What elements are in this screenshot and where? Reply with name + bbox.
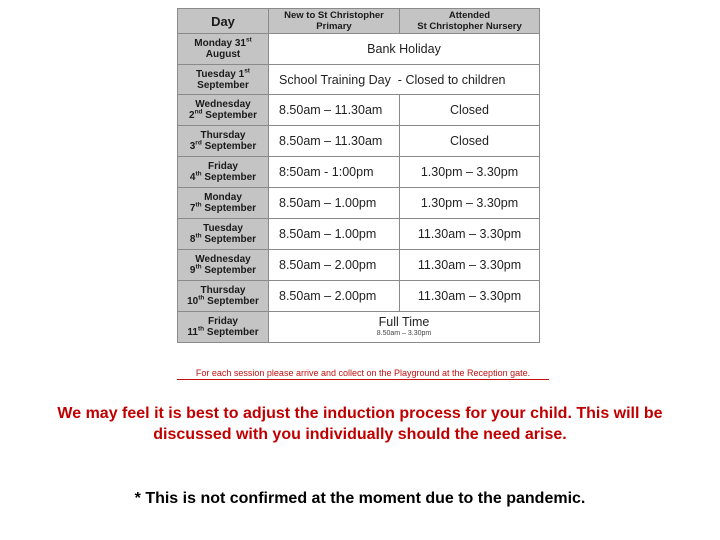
pandemic-footnote: * This is not confirmed at the moment due to the pandemic.: [134, 490, 586, 507]
primary-time-cell: 8.50am – 1.00pm: [269, 188, 400, 219]
induction-notice: We may feel it is best to adjust the induction process for your child. This will be discussed with you individually should the need arise.: [57, 405, 663, 443]
day-month: September: [206, 327, 259, 338]
day-num: 3: [189, 141, 196, 152]
day-month: September: [197, 79, 249, 91]
nursery-time-cell: 11.30am – 3.30pm: [400, 250, 540, 281]
day-month: September: [205, 110, 257, 121]
day-cell: [178, 34, 269, 65]
day-month: September: [204, 234, 257, 245]
day-suffix-sup: st: [245, 36, 252, 44]
day-suffix-sup: rd: [195, 139, 202, 147]
day-suffix-sup: th: [195, 170, 202, 178]
day-name: Tuesday 1: [196, 68, 245, 80]
table-row: [178, 281, 540, 312]
full-time-hours: 8.50am – 3.30pm: [376, 330, 432, 337]
day-suffix-sup: th: [198, 294, 205, 302]
primary-time-cell: 8.50am – 2.00pm: [269, 250, 400, 281]
day-num: 8: [189, 234, 196, 245]
day-name: Thursday: [200, 285, 246, 296]
nursery-time-cell: 11.30am – 3.30pm: [400, 281, 540, 312]
day-month: August: [205, 49, 241, 60]
day-cell: [178, 219, 269, 250]
day-name: Friday: [207, 161, 238, 172]
nursery-time-cell: 11.30am – 3.30pm: [400, 219, 540, 250]
primary-time-cell: 8.50am – 11.30am: [269, 95, 400, 126]
table-row: [178, 126, 540, 157]
primary-time-cell: 8.50am – 11.30am: [269, 126, 400, 157]
table-row: [178, 34, 540, 65]
day-name: Friday: [207, 316, 238, 327]
primary-time-cell: 8.50am – 2.00pm: [269, 281, 400, 312]
day-suffix-sup: th: [197, 325, 205, 333]
day-month: September: [207, 296, 259, 307]
day-num: 7: [189, 203, 196, 214]
day-name: Wednesday: [195, 254, 251, 265]
day-name: Thursday: [200, 130, 246, 141]
day-month: September: [204, 265, 257, 276]
table-row: [178, 95, 540, 126]
day-suffix-sup: th: [195, 232, 202, 240]
day-name: Monday: [204, 192, 242, 203]
reception-gate-note: For each session please arrive and collect on the Playground at the Reception gate.: [177, 368, 549, 380]
day-cell: [178, 250, 269, 281]
nursery-time-cell: Closed: [400, 126, 540, 157]
day-cell: [178, 281, 269, 312]
day-cell: [178, 95, 269, 126]
day-cell: [178, 188, 269, 219]
full-time-cell: [269, 312, 540, 343]
day-cell: [178, 312, 269, 343]
table-row: [178, 157, 540, 188]
nursery-time-cell: 1.30pm – 3.30pm: [400, 188, 540, 219]
table-row: [178, 312, 540, 343]
day-month: September: [204, 141, 257, 152]
induction-schedule-table: [177, 8, 540, 343]
day-name: Monday 31: [194, 38, 246, 49]
header-new-primary: [269, 9, 400, 34]
header-new-primary-line1: New to St Christopher: [284, 10, 384, 21]
day-suffix-sup: th: [195, 201, 202, 209]
day-name: Tuesday: [203, 223, 243, 234]
primary-time-cell: 8.50am – 1.00pm: [269, 219, 400, 250]
day-num: 11: [187, 327, 198, 338]
nursery-time-cell: 1.30pm – 3.30pm: [400, 157, 540, 188]
day-num: 10: [187, 296, 199, 307]
bank-holiday-cell: Bank Holiday: [269, 34, 540, 65]
full-time-label: Full Time: [378, 315, 430, 329]
header-attended-nursery-line2: St Christopher Nursery: [417, 21, 522, 32]
primary-time-cell: 8:50am - 1:00pm: [269, 157, 400, 188]
day-num: 4: [189, 172, 196, 183]
day-month: September: [204, 172, 257, 183]
header-new-primary-line2: Primary: [316, 21, 352, 32]
day-suffix-sup: nd: [194, 108, 203, 116]
day-month: September: [204, 203, 257, 214]
table-row: [178, 188, 540, 219]
training-day-cell: School Training Day - Closed to children: [269, 65, 540, 95]
day-cell: [178, 126, 269, 157]
header-attended-nursery-line1: Attended: [448, 10, 491, 21]
table-row: [178, 65, 540, 95]
header-day: Day: [178, 9, 269, 34]
table-row: [178, 250, 540, 281]
header-attended-nursery: [400, 9, 540, 34]
nursery-time-cell: Closed: [400, 95, 540, 126]
table-header-row: [178, 9, 540, 34]
day-num: 2: [189, 110, 195, 121]
day-cell: [178, 157, 269, 188]
day-suffix-sup: st: [244, 67, 250, 75]
day-num: 9: [189, 265, 196, 276]
day-name: Wednesday: [195, 99, 251, 110]
table-row: [178, 219, 540, 250]
day-cell: [178, 65, 269, 95]
day-suffix-sup: th: [195, 263, 202, 271]
